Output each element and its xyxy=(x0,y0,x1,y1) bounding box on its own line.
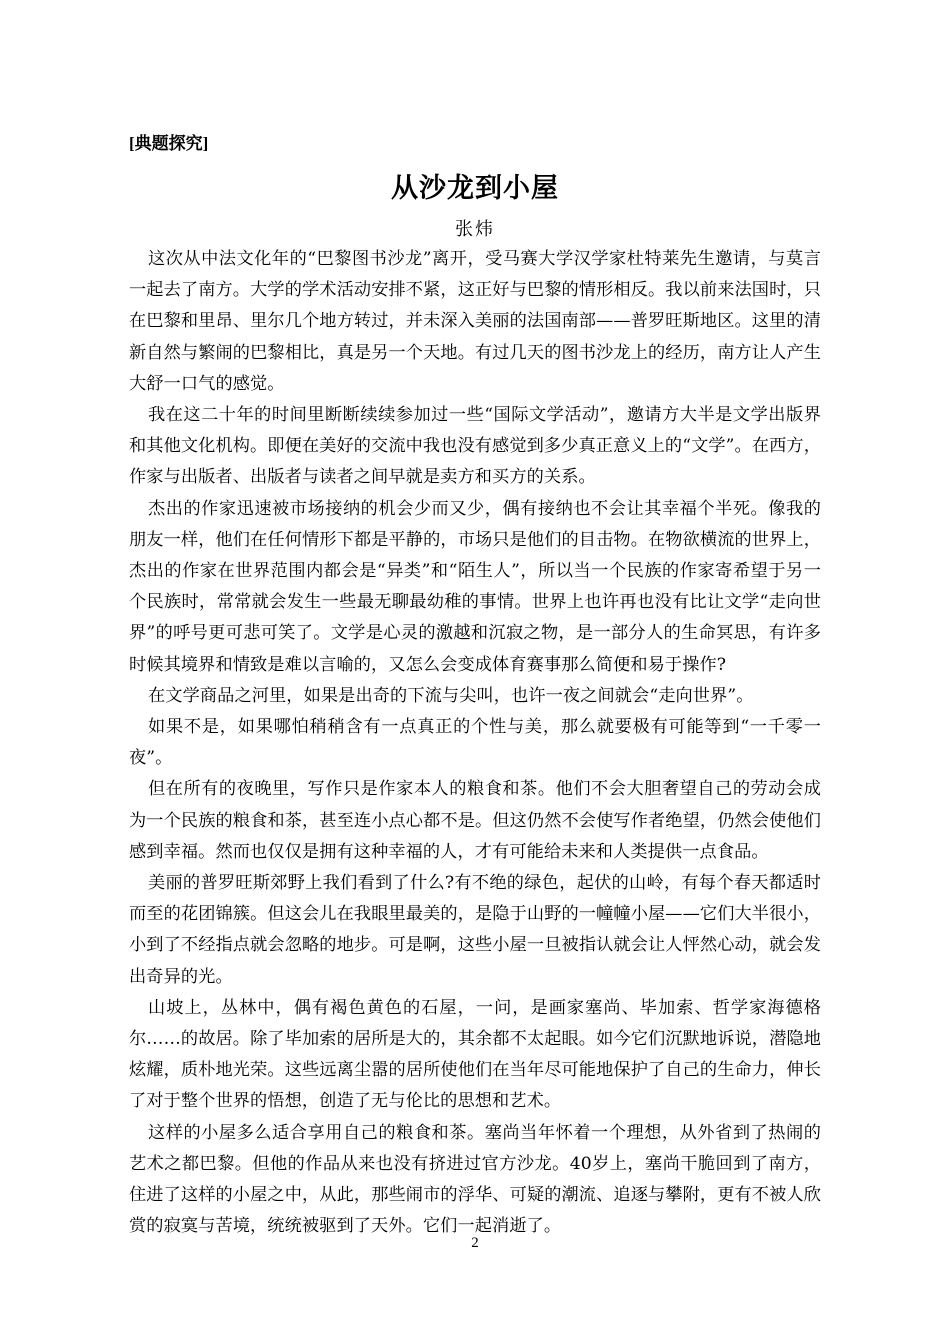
article-author: 张炜 xyxy=(455,219,495,240)
paragraph: 美丽的普罗旺斯郊野上我们看到了什么?有不绝的绿色，起伏的山岭，有每个春天都适时而至的花团锦簇。但这会儿在我眼里最美的，是隐于山野的一幢幢小屋——它们大半很小，小到了不经指点就会忽略的地步。可是啊，这些小屋一旦被指认就会让人怦然心动，就会发出奇异的光。 xyxy=(129,873,821,987)
paragraph: 这样的小屋多么适合享用自己的粮食和茶。塞尚当年怀着一个理想，从外省到了热闹的艺术之都巴黎。但他的作品从来也没有挤进过官方沙龙。40岁上，塞尚干脆回到了南方，住进了这样的小屋之中，从此，那些闹市的浮华、可疑的潮流、追逐与攀附，更有不被人欣赏的寂寞与苦境，统统被驱到了天外。它们一起消逝了。 xyxy=(129,1122,821,1237)
page-number: 2 xyxy=(471,1235,479,1251)
paragraph: 杰出的作家迅速被市场接纳的机会少而又少，偶有接纳也不会让其幸福个半死。像我的朋友一样，他们在任何情形下都是平静的，市场只是他们的目击物。在物欲横流的世界上，杰出的作家在世界范围内都会是“异类”和“陌生人”，所以当一个民族的作家寄希望于另一个民族时，常常就会发生一些最无聊最幼稚的事情。世界上也许再也没有比让文学“走向世界”的呼号更可悲可笑了。文学是心灵的激越和沉寂之物，是一部分人的生命冥思，有许多时候其境界和情致是难以言喻的，又怎么会变成体育赛事那么简便和易于操作? xyxy=(129,498,821,675)
paragraph: 山坡上，丛林中，偶有褐色黄色的石屋，一问，是画家塞尚、毕加索、哲学家海德格尔……的故居。除了毕加索的居所是大的，其余都不太起眼。如今它们沉默地诉说，潜隐地炫耀，质朴地光荣。这些远离尘嚣的居所使他们在当年尽可能地保护了自己的生命力，伸长了对于整个世界的悟想，创造了无与伦比的思想和艺术。 xyxy=(129,997,821,1112)
article-body xyxy=(129,244,821,1243)
paragraph: 但在所有的夜晚里，写作只是作家本人的粮食和茶。他们不会大胆奢望自己的劳动会成为一个民族的粮食和茶，甚至连小点心都不是。但这仍然不会使写作者绝望，仍然会使他们感到幸福。然而也仅仅是拥有这种幸福的人，才有可能给未来和人类提供一点食品。 xyxy=(129,779,821,862)
section-label: [典题探究] xyxy=(129,134,209,153)
paragraph: 我在这二十年的时间里断断续续参加过一些“国际文学活动”，邀请方大半是文学出版界和其他文化机构。即便在美好的交流中我也没有感觉到多少真正意义上的“文学”。在西方，作家与出版者、出版者与读者之间早就是卖方和买方的关系。 xyxy=(129,405,821,488)
paragraph: 在文学商品之河里，如果是出奇的下流与尖叫，也许一夜之间就会“走向世界”。 xyxy=(148,685,754,706)
paragraph: 这次从中法文化年的“巴黎图书沙龙”离开，受马赛大学汉学家杜特莱先生邀请，与莫言一起去了南方。大学的学术活动安排不紧，这正好与巴黎的情形相反。我以前来法国时，只在巴黎和里昂、里尔几个地方转过，并未深入美丽的法国南部——普罗旺斯地区。这里的清新自然与繁闹的巴黎相比，真是另一个天地。有过几天的图书沙龙上的经历，南方让人产生大舒一口气的感觉。 xyxy=(129,249,821,394)
article-title: 从沙龙到小屋 xyxy=(391,173,559,204)
paragraph: 如果不是，如果哪怕稍稍含有一点真正的个性与美，那么就要极有可能等到“一千零一夜”。 xyxy=(129,717,821,769)
